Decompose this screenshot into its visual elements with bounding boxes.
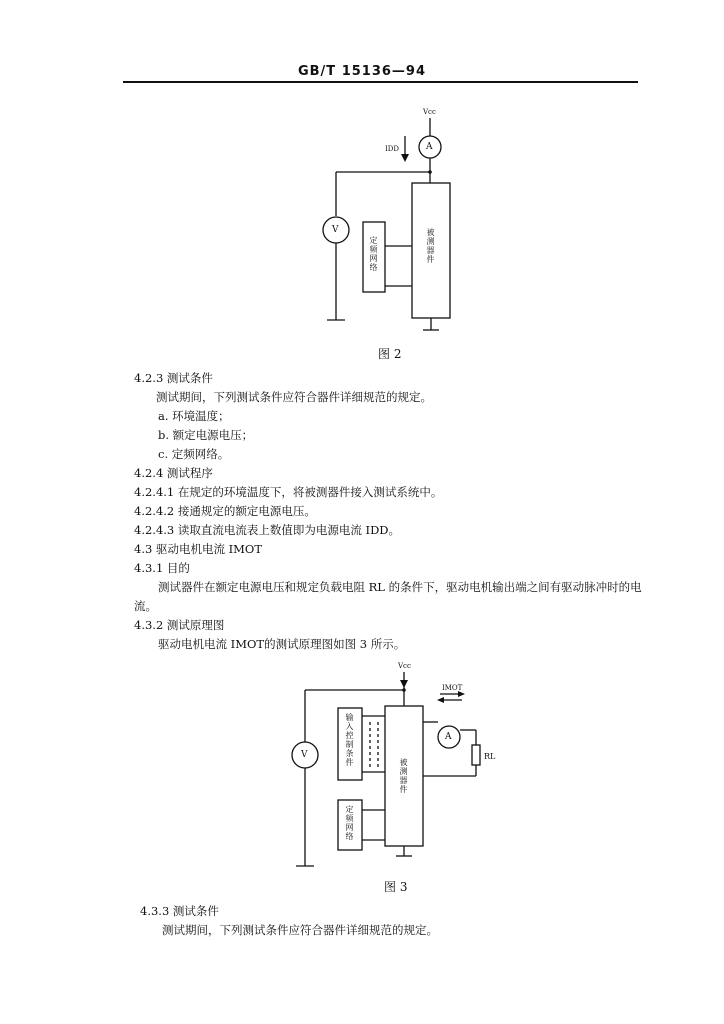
fig2-ammeter-label: A — [426, 142, 433, 152]
fig2-network-label: 定频网络 — [369, 236, 378, 272]
fig3-ammeter-label: A — [445, 732, 452, 742]
fig3-voltmeter-label: V — [301, 750, 308, 760]
sec-4-3-2-para: 驱动电机电流 IMOT的测试原理图如图 3 所示。 — [158, 637, 406, 651]
condition-item: a. 环境温度； — [158, 409, 230, 423]
procedure-step: 4.2.4.3 读取直流电流表上数值即为电源电流 IDD。 — [134, 523, 401, 537]
sec-4-3-1-para: 测试器件在额定电源电压和规定负载电阻 RL 的条件下，驱动电机输出端之间有驱动脉冲时的电 — [158, 580, 642, 594]
fig3-load-label: RL — [484, 752, 496, 761]
fig3-current-label: IMOT — [442, 684, 463, 692]
fig3-network-label: 定频网络 — [345, 805, 354, 841]
sec-4-3-1-heading: 4.3.1 目的 — [134, 561, 190, 575]
sec-4-3-2-heading: 4.3.2 测试原理图 — [134, 618, 225, 632]
procedure-step: 4.2.4.1 在规定的环境温度下，将被测器件接入测试系统中。 — [134, 485, 443, 499]
fig2-device-label: 被测器件 — [426, 228, 435, 264]
fig2-current-label: IDD — [385, 145, 399, 153]
sec-4-2-3-intro: 测试期间，下列测试条件应符合器件详细规范的规定。 — [156, 390, 432, 404]
sec-4-3-3-intro: 测试期间，下列测试条件应符合器件详细规范的规定。 — [162, 923, 438, 937]
fig3-load-resistor — [472, 745, 480, 765]
fig2-vcc-label: Vcc — [423, 108, 436, 116]
figure-3-caption: 图 3 — [384, 880, 408, 894]
fig3-device-label: 被测器件 — [399, 758, 408, 794]
condition-item: b. 额定电源电压； — [158, 428, 254, 442]
sec-4-2-3-heading: 4.2.3 测试条件 — [134, 371, 213, 385]
sec-4-2-4-heading: 4.2.4 测试程序 — [134, 466, 213, 480]
standard-header: GB/T 15136—94 — [297, 64, 427, 79]
figure-2-caption: 图 2 — [378, 347, 402, 361]
procedure-step: 4.2.4.2 接通规定的额定电源电压。 — [134, 504, 316, 518]
sec-4-3-heading: 4.3 驱动电机电流 IMOT — [134, 542, 263, 556]
fig3-input-label: 输入控制条件 — [345, 713, 354, 767]
fig2-voltmeter-label: V — [332, 225, 339, 235]
condition-item: c. 定频网络。 — [158, 447, 230, 461]
sec-4-3-3-heading: 4.3.3 测试条件 — [140, 904, 219, 918]
fig3-vcc-label: Vcc — [398, 662, 411, 670]
sec-4-3-1-para-cont: 流。 — [134, 599, 157, 613]
